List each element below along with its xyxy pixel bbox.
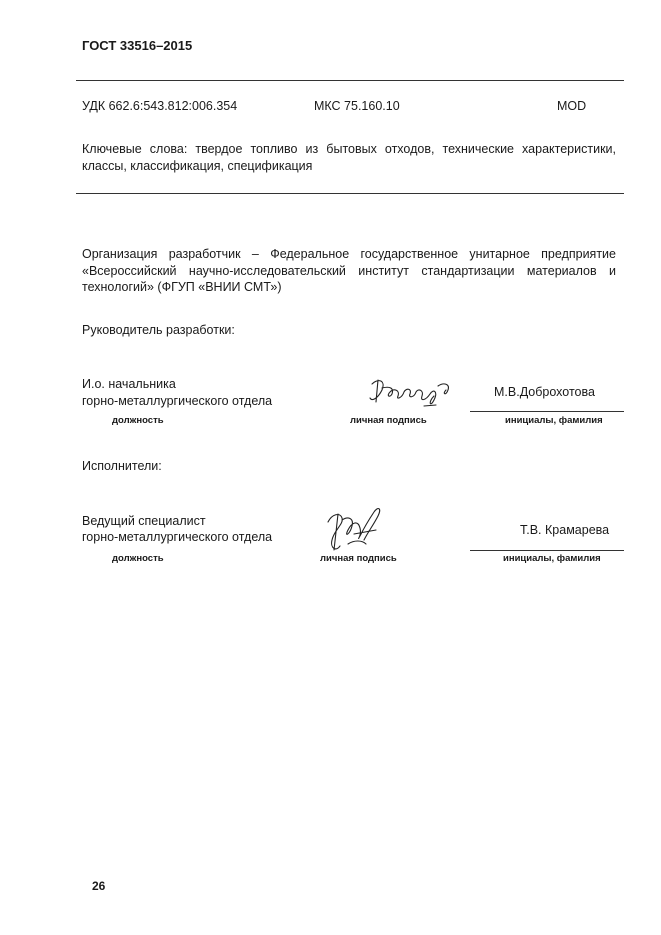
head-signature: [364, 372, 456, 414]
executor-caption-position: должность: [112, 553, 164, 564]
executor-name-underline: [470, 550, 624, 551]
organization-line: Организация разработчик – Федеральное государственное унитарное предприятие: [82, 247, 616, 261]
keywords-line: Ключевые слова: твердое топливо из бытовых отходов, технические характеристики,: [82, 142, 616, 156]
executors-section-title: Исполнители:: [82, 459, 162, 473]
bottom-divider: [76, 193, 624, 194]
executor-position-line2: горно-металлургического отдела: [82, 530, 273, 544]
page-number: 26: [92, 879, 106, 893]
executor-name: Т.В. Крамарева: [520, 523, 610, 537]
mod-label: MOD: [557, 99, 587, 113]
head-caption-signature: личная подпись: [350, 415, 427, 426]
top-divider: [76, 80, 624, 81]
head-section-title: Руководитель разработки:: [82, 323, 235, 337]
keywords-line: классы, классификация, спецификация: [82, 158, 313, 173]
organization-text: [82, 246, 616, 296]
head-name-underline: [470, 411, 624, 412]
head-caption-position: должность: [112, 415, 164, 426]
organization-line: технологий» (ФГУП «ВНИИ СМТ»): [82, 280, 282, 294]
udk-code: УДК 662.6:543.812:006.354: [82, 99, 238, 113]
document-code: ГОСТ 33516–2015: [82, 38, 193, 53]
head-name: М.В.Доброхотова: [494, 385, 595, 399]
mks-code: МКС 75.160.10: [314, 99, 400, 113]
head-position-line1: И.о. начальника: [82, 377, 176, 391]
executor-caption-name: инициалы, фамилия: [503, 553, 601, 564]
executor-caption-signature: личная подпись: [320, 553, 397, 564]
head-position-line2: горно-металлургического отдела: [82, 394, 273, 408]
organization-line: «Всероссийский научно-исследовательский институт стандартизации материалов и: [82, 263, 616, 278]
keywords: [82, 141, 616, 174]
executor-signature: [318, 500, 390, 556]
executor-position-line1: Ведущий специалист: [82, 514, 206, 528]
head-caption-name: инициалы, фамилия: [505, 415, 603, 426]
